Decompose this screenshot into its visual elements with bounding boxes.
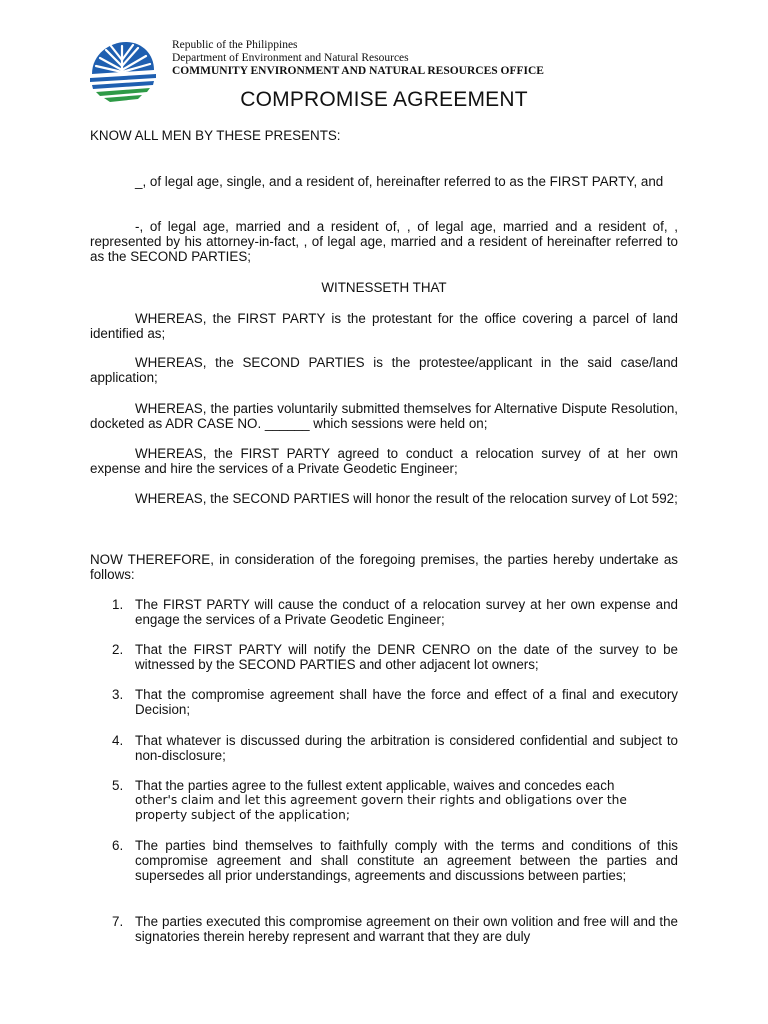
opening-line: KNOW ALL MEN BY THESE PRESENTS: [90, 128, 341, 143]
republic-line: Republic of the Philippines [172, 39, 298, 51]
office-header [172, 39, 544, 78]
document-title: COMPROMISE AGREEMENT [240, 88, 528, 111]
second-parties-paragraph: -, of legal age, married and a resident of, , of legal age, married and a resident of, , represented by his attorney-in-fact, , of legal age, married and a resident of hereinafter referred to as the SECOND PARTIES; [90, 219, 678, 264]
item-text: That the compromise agreement shall have the force and effect of a final and executory Decision; [135, 687, 678, 717]
item-text-line: property subject of the application; [135, 808, 350, 822]
whereas-paragraph: WHEREAS, the SECOND PARTIES is the protestee/applicant in the said case/land application; [90, 355, 678, 385]
item-text: That the FIRST PARTY will notify the DENR CENRO on the date of the survey to be witnessed by the SECOND PARTIES and other adjacent lot owners; [135, 642, 678, 672]
item-number: 6. [112, 838, 124, 853]
whereas-paragraph: WHEREAS, the FIRST PARTY agreed to conduct a relocation survey of at her own expense and hire the services of a Private Geodetic Engineer; [90, 446, 678, 476]
witnesseth-heading: WITNESSETH THAT [321, 280, 447, 295]
item-number: 1. [112, 597, 124, 612]
first-party-paragraph: _, of legal age, single, and a resident of, hereinafter referred to as the FIRST PARTY, and [135, 174, 664, 189]
item-text: The parties executed this compromise agreement on their own volition and free will and the signatories therein hereby represent and warrant that they are duly [135, 914, 678, 944]
item-text: That whatever is discussed during the arbitration is considered confidential and subject to non-disclosure; [135, 733, 678, 763]
item-text-line: That the parties agree to the fullest extent applicable, waives and concedes each [135, 778, 615, 793]
item-number: 7. [112, 914, 124, 929]
item-number: 2. [112, 642, 124, 657]
item-text: The parties bind themselves to faithfully comply with the terms and conditions of this compromise agreement and shall constitute an agreement between the parties and supersedes all prior understandings, agreements and discussions between parties; [135, 838, 678, 883]
item-text: The FIRST PARTY will cause the conduct of a relocation survey at her own expense and engage the services of a Private Geodetic Engineer; [135, 597, 678, 627]
whereas-paragraph: WHEREAS, the parties voluntarily submitted themselves for Alternative Dispute Resolution, docketed as ADR CASE NO. ______ which sessions were held on; [90, 401, 678, 431]
whereas-paragraph: WHEREAS, the SECOND PARTIES will honor the result of the relocation survey of Lot 592; [135, 491, 678, 506]
item-text-line: other's claim and let this agreement govern their rights and obligations over the [135, 793, 627, 807]
item-number: 4. [112, 733, 124, 748]
office-line: COMMUNITY ENVIRONMENT AND NATURAL RESOURCES OFFICE [172, 65, 544, 77]
department-line: Department of Environment and Natural Resources [172, 52, 409, 64]
now-therefore-paragraph: NOW THEREFORE, in consideration of the foregoing premises, the parties hereby undertake as follows: [90, 552, 678, 582]
item-text [135, 778, 678, 823]
item-number: 5. [112, 778, 124, 793]
whereas-paragraph: WHEREAS, the FIRST PARTY is the protestant for the office covering a parcel of land identified as; [90, 311, 678, 341]
item-number: 3. [112, 687, 124, 702]
